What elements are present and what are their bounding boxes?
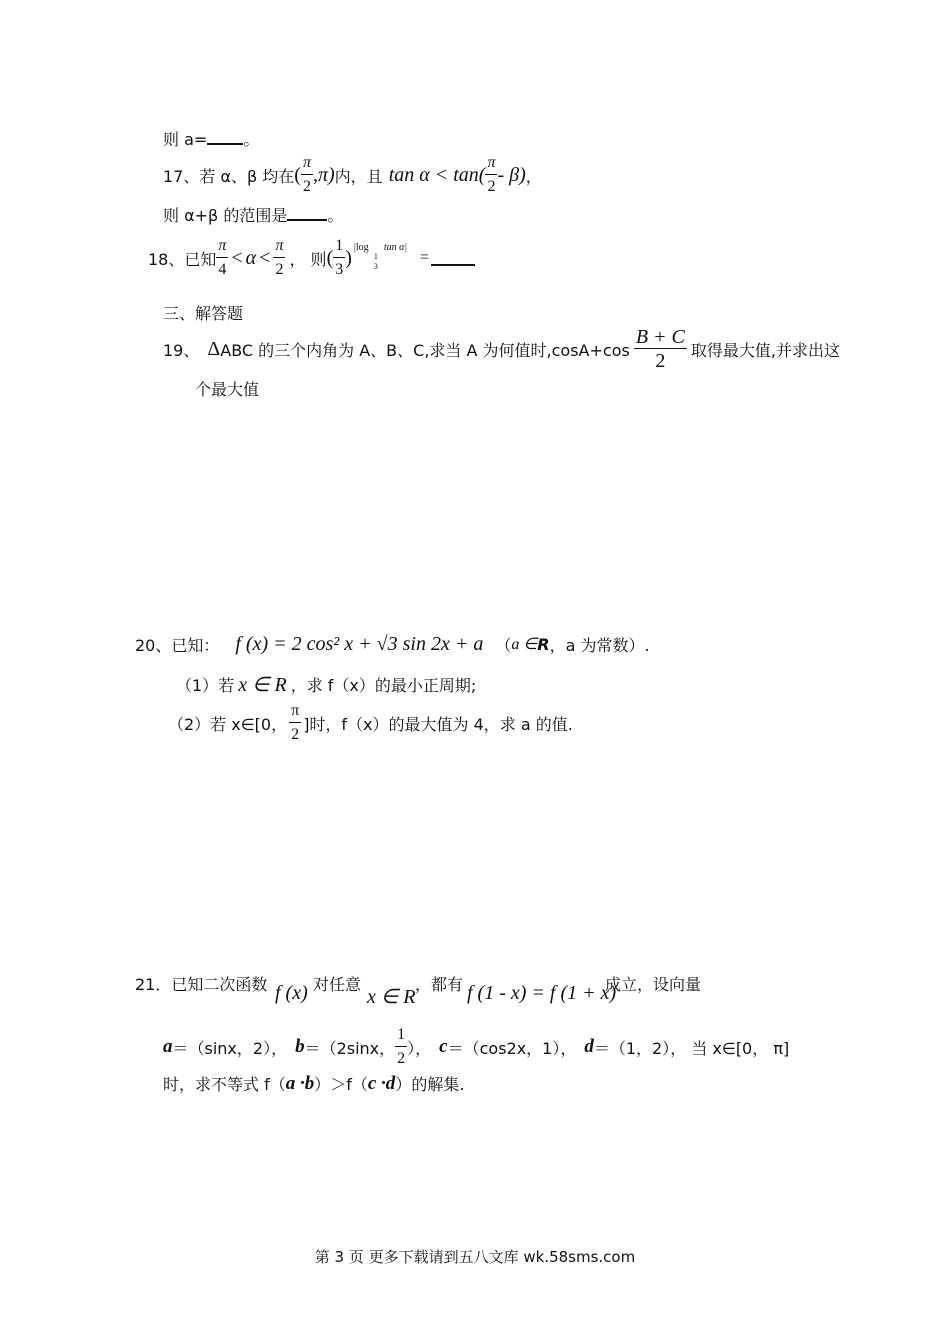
question-17 — [163, 152, 542, 198]
fraction-half: $\frac{1}{2}$ — [397, 1025, 406, 1067]
q21-fx: f (x) — [275, 982, 308, 1004]
q21-number: 21．已知二次函数 — [135, 975, 268, 994]
q21-line3-b: ）＞f（ — [314, 1075, 368, 1094]
vector-a-value: ＝（sinx，2）， — [172, 1038, 288, 1058]
q21-all: ，都有 — [415, 975, 464, 994]
q20-cond-a: a ∈ — [511, 636, 538, 653]
q20-part1 — [176, 672, 476, 697]
q21-line3 — [163, 1072, 464, 1095]
log-base-num: 1 — [373, 252, 378, 261]
q17-comma: ， — [525, 166, 542, 186]
answer-blank — [287, 205, 327, 221]
q18-then: ， 则 — [289, 249, 327, 269]
close-paren: ) — [345, 246, 352, 269]
question-19 — [163, 324, 840, 374]
q16-text: 则 a= — [163, 130, 208, 149]
question-18 — [148, 230, 475, 286]
q20-cond-open: （ — [495, 635, 512, 655]
log-tan: tan α| — [383, 242, 408, 253]
q21-vectors — [163, 1022, 789, 1072]
fraction-b-plus-c: $\frac{B + C}{2}$ — [635, 325, 685, 372]
alpha: α — [245, 246, 257, 269]
fraction-pi-over-2-c: $\frac{\pi}{2}$ — [275, 236, 284, 278]
q20-number: 20、已知： — [135, 635, 220, 655]
q21-any: 对任意 — [313, 975, 362, 994]
interval-end: ,π) — [312, 163, 335, 186]
q17-minus-beta: - β) — [497, 163, 526, 186]
vector-a: a — [163, 1036, 173, 1057]
q16-tail — [163, 127, 259, 150]
delta-symbol: Δ — [207, 337, 221, 360]
fraction-one-third: $\frac{1}{3}$ — [335, 236, 344, 278]
q21-tail: 成立，设向量 — [605, 975, 702, 994]
q19-text: ABC 的三个内角为 A、B、C,求当 A 为何值时,cosA+cos — [220, 340, 630, 360]
q19-number: 19、 — [163, 340, 200, 360]
q17-within: 内，且 — [334, 166, 383, 186]
q20-cond-rest: ，a 为常数）. — [549, 635, 650, 655]
dot-product-cd: c ·d — [367, 1072, 396, 1094]
q21-line3-c: ）的解集. — [395, 1075, 465, 1094]
log-base-den: 3 — [373, 262, 378, 271]
q16-end: 。 — [243, 130, 260, 149]
q17-tan-expr: tan α < tan( — [388, 163, 486, 186]
vector-c: c — [439, 1036, 448, 1057]
dot-product-ab: a ·b — [285, 1072, 315, 1094]
log-text: |log — [353, 242, 369, 253]
q17-end: 。 — [327, 206, 344, 225]
question-20 — [135, 626, 650, 662]
answer-blank — [431, 250, 475, 266]
q18-number: 18、已知 — [148, 249, 217, 269]
fraction-pi-over-2-d: $\frac{\pi}{2}$ — [291, 701, 300, 743]
open-paren: ( — [294, 163, 301, 186]
page-footer: 第 3 页 更多下载请到五八文库 wk.58sms.com — [314, 1248, 636, 1266]
answer-blank — [207, 129, 243, 145]
q20-formula: f (x) = 2 cos² x + √3 sin 2x + a — [235, 632, 484, 655]
fraction-pi-over-2-b: $\frac{\pi}{2}$ — [487, 153, 496, 195]
q18-exponent — [352, 238, 416, 278]
less-than-2: < — [259, 246, 271, 269]
q21-line3-a: 时，求不等式 f（ — [163, 1075, 286, 1094]
section-heading: 三、解答题 — [163, 304, 244, 323]
q19-line2: 个最大值 — [195, 380, 260, 399]
q21-eq: f (1 - x) = f (1 + x) — [467, 982, 617, 1004]
vector-d-value: ＝（1，2）， 当 x∈[0， π] — [593, 1038, 790, 1058]
less-than: < — [231, 246, 243, 269]
open-paren: ( — [326, 246, 334, 269]
fraction-pi-over-4: $\frac{\pi}{4}$ — [218, 236, 227, 278]
q20-p2-text: ]时，f（x）的最大值为 4，求 a 的值. — [303, 714, 573, 734]
q20-p2-label: （2）若 x∈[0， — [168, 714, 288, 734]
vector-c-value: ＝（cos2x，1）， — [447, 1038, 577, 1058]
q20-p1-text: ，求 f（x）的最小正周期; — [290, 676, 477, 695]
vector-b-end: ）， — [407, 1038, 432, 1058]
vector-b: b — [295, 1036, 305, 1057]
q19-tail: 取得最大值,并求出这 — [690, 340, 840, 360]
vector-b-value: ＝（2sinx， — [304, 1038, 396, 1058]
fraction-pi-over-2: $\frac{\pi}{2}$ — [302, 153, 311, 195]
equals: = — [419, 249, 429, 266]
q20-part2 — [168, 698, 573, 748]
q17-range-text: 则 α+β 的范围是 — [163, 206, 288, 225]
q20-cond-R: R — [537, 634, 550, 654]
q17-line2 — [163, 203, 343, 226]
q21-xr: x ∈ R — [367, 986, 416, 1008]
vector-d: d — [584, 1036, 594, 1057]
q17-number: 17、若 α、β 均在 — [163, 166, 295, 186]
q20-p1-x: x ∈ R — [238, 674, 287, 696]
q20-p1-label: （1）若 — [176, 676, 235, 695]
